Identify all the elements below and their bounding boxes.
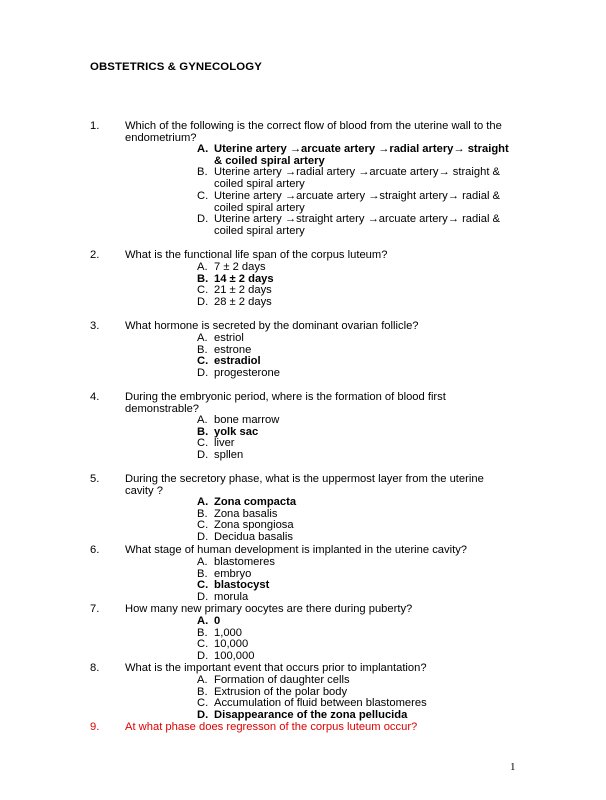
option-text: Uterine artery →radial artery →arcuate artery→ straight & coiled spiral artery [214, 166, 501, 191]
page-number: 1 [510, 761, 516, 773]
option-letter: D. [197, 213, 209, 226]
option-text: spllen [214, 449, 244, 462]
option-letter: A. [197, 143, 209, 155]
option-text: bone marrow [214, 414, 280, 426]
option-text: embryo [214, 567, 252, 580]
answer-option [197, 532, 512, 544]
option-letter: C. [197, 697, 209, 710]
question-number: 3. [90, 320, 100, 332]
option-text: 0 [214, 615, 221, 627]
option-letter: C. [197, 284, 209, 297]
option-letter: A. [197, 261, 208, 273]
question-text: Which of the following is the correct flow of blood from the uterine wall to the endometrium? [125, 120, 502, 144]
option-text: estriol [214, 332, 244, 344]
option-text: blastomeres [214, 556, 275, 568]
option-letter: D. [197, 367, 209, 380]
answer-option [197, 438, 512, 450]
question-text: What hormone is secreted by the dominant ovarian follicle? [125, 320, 419, 332]
option-text: 7 ± 2 days [214, 261, 266, 273]
option-text: 21 ± 2 days [214, 284, 272, 297]
option-text: Uterine artery →arcuate artery →radial artery→ straight & coiled spiral artery [214, 143, 509, 167]
question-text: At what phase does regresson of the corpus luteum occur? [125, 721, 418, 733]
option-letter: A. [197, 556, 208, 568]
question-number: 9. [90, 721, 100, 733]
option-letter: B. [197, 626, 208, 639]
answer-option [197, 450, 512, 462]
answer-options [197, 557, 512, 604]
option-letter: D. [197, 650, 209, 663]
option-text: progesterone [214, 367, 280, 380]
option-letter: B. [197, 507, 208, 520]
option-letter: B. [197, 425, 209, 438]
option-text: Uterine artery →straight artery →arcuate artery→ radial & coiled spiral artery [214, 213, 501, 237]
option-text: Zona compacta [214, 496, 297, 508]
question-number: 6. [90, 544, 100, 556]
option-letter: C. [197, 519, 209, 532]
answer-options [197, 262, 512, 309]
option-text: liver [214, 437, 235, 450]
option-text: Extrusion of the polar body [214, 685, 348, 698]
option-letter: B. [197, 272, 209, 285]
option-letter: A. [197, 332, 208, 344]
answer-option [197, 297, 512, 309]
question-text: What stage of human development is implanted in the uterine cavity? [125, 544, 468, 556]
option-letter: B. [197, 567, 208, 580]
option-letter: A. [197, 414, 208, 426]
option-text: Disappearance of the zona pellucida [214, 709, 408, 722]
page-title: OBSTETRICS & GYNECOLOGY [90, 61, 262, 73]
question-number: 4. [90, 391, 100, 403]
option-text: 100,000 [214, 650, 255, 663]
question-number: 5. [90, 473, 100, 485]
option-text: 10,000 [214, 638, 249, 651]
option-text: 14 ± 2 days [214, 272, 274, 285]
option-letter: C. [197, 579, 209, 592]
answer-options [197, 616, 512, 663]
question-text: What is the functional life span of the corpus luteum? [125, 249, 388, 261]
option-text: yolk sac [214, 425, 259, 438]
option-text: 1,000 [214, 626, 242, 639]
question-number: 2. [90, 249, 100, 261]
question-text: During the secretory phase, what is the uppermost layer from the uterine cavity ? [125, 473, 484, 497]
option-letter: D. [197, 449, 209, 462]
answer-options [197, 144, 512, 238]
option-letter: C. [197, 437, 209, 450]
option-text: 28 ± 2 days [214, 296, 272, 309]
answer-option [197, 214, 512, 237]
option-text: Uterine artery →arcuate artery →straight artery→ radial & coiled spiral artery [214, 189, 501, 214]
option-text: morula [214, 591, 249, 604]
answer-options [197, 333, 512, 380]
answer-option [197, 368, 512, 380]
answer-option [197, 167, 512, 190]
answer-option-correct [197, 144, 512, 167]
option-letter: C. [197, 189, 209, 202]
option-letter: C. [197, 355, 209, 368]
question-text: What is the important event that occurs prior to implantation? [125, 662, 427, 674]
option-letter: A. [197, 615, 209, 627]
answer-options [197, 415, 512, 462]
option-letter: C. [197, 638, 209, 651]
answer-option-correct [197, 616, 512, 628]
answer-option-correct [197, 427, 512, 439]
option-text: Zona basalis [214, 507, 278, 520]
option-letter: B. [197, 343, 208, 356]
option-letter: A. [197, 496, 209, 508]
option-text: Zona spongiosa [214, 519, 294, 532]
option-letter: D. [197, 591, 209, 604]
option-text: Decidua basalis [214, 531, 293, 544]
option-letter: B. [197, 685, 208, 698]
option-letter: D. [197, 531, 209, 544]
answer-options [197, 497, 512, 544]
question-text: During the embryonic period, where is the formation of blood first demonstrable? [125, 391, 446, 415]
answer-options [197, 675, 512, 722]
question-text: How many new primary oocytes are there during puberty? [125, 603, 413, 615]
option-text: blastocyst [214, 579, 270, 592]
option-letter: D. [197, 296, 209, 309]
answer-option [197, 191, 512, 214]
option-letter: D. [197, 709, 209, 722]
option-letter: A. [197, 674, 208, 686]
option-text: Accumulation of fluid between blastomeres [214, 697, 427, 710]
question-number: 8. [90, 662, 100, 674]
option-text: Formation of daughter cells [214, 674, 350, 686]
option-text: estradiol [214, 355, 261, 368]
question-number: 1. [90, 120, 100, 132]
option-text: estrone [214, 343, 252, 356]
option-letter: B. [197, 166, 208, 179]
question-number: 7. [90, 603, 100, 615]
